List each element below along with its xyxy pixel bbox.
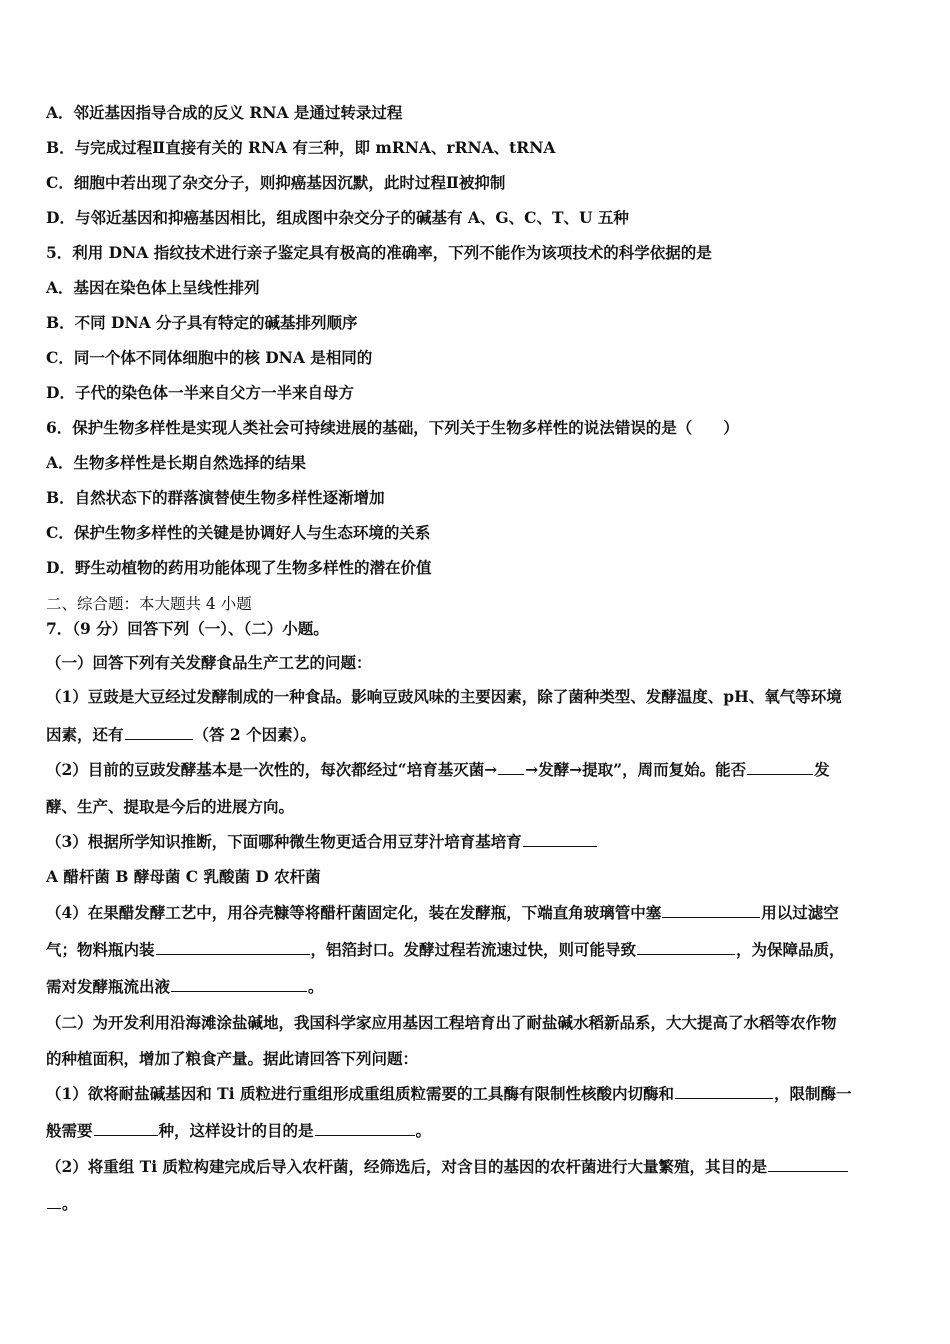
answer-blank[interactable] <box>768 1156 848 1172</box>
q7-p3-line1 <box>46 831 906 853</box>
q7-p4-text-g: 。 <box>308 977 324 996</box>
q7-part2-line1: （二）为开发利用沿海滩涂盐碱地，我国科学家应用基因工程培育出了耐盐碱水稻新品系，大大提高了水稻等农作物 <box>46 1013 837 1032</box>
answer-blank[interactable] <box>747 759 813 775</box>
answer-blank[interactable] <box>94 1120 158 1136</box>
answer-blank[interactable] <box>156 939 310 955</box>
q6-option-d: D．野生动植物的药用功能体现了生物多样性的潜在价值 <box>46 558 432 577</box>
q7-p4-text-b: 用以过滤空 <box>761 903 839 922</box>
q5-option-b: B．不同 DNA 分子具有特定的碱基排列顺序 <box>46 313 358 332</box>
q7-part2-q1-line1 <box>46 1083 906 1105</box>
q7-p4-text-e: ，为保障品质， <box>736 940 845 959</box>
q7-stem: 7．（9 分）回答下列（一）、（二）小题。 <box>46 619 329 638</box>
q7-part1-intro: （一）回答下列有关发酵食品生产工艺的问题： <box>46 653 372 672</box>
q4-option-d: D．与邻近基因和抑癌基因相比，组成图中杂交分子的碱基有 A、G、C、T、U 五种 <box>46 208 629 227</box>
q7-part2-q2-line2 <box>46 1193 906 1215</box>
q7-p1-line2 <box>46 724 906 746</box>
q7-p2-text-c: 发 <box>814 760 830 779</box>
q5-stem: 5．利用 DNA 指纹技术进行亲子鉴定具有极高的准确率，下列不能作为该项技术的科学依据的是 <box>46 243 712 262</box>
q7-part2-q1-text-a: （1）欲将耐盐碱基因和 Ti 质粒进行重组形成重组质粒需要的工具酶有限制性核酸内切酶和 <box>46 1084 675 1103</box>
q7-part2-q2-line1 <box>46 1156 906 1178</box>
q7-p1-text-a: 因素，还有 <box>46 725 124 744</box>
answer-blank[interactable] <box>47 1193 61 1209</box>
q4-option-b: B．与完成过程Ⅱ直接有关的 RNA 有三种，即 mRNA、rRNA、tRNA <box>46 138 556 157</box>
q7-part2-q1-text-d: 种，这样设计的目的是 <box>158 1121 314 1140</box>
answer-blank[interactable] <box>662 902 760 918</box>
q7-p2-text-b: →发酵→提取”，周而复始。能否 <box>525 760 747 779</box>
q7-p3-options: A 醋杆菌 B 酵母菌 C 乳酸菌 D 农杆菌 <box>46 867 321 886</box>
q5-option-a: A．基因在染色体上呈线性排列 <box>46 278 260 297</box>
answer-blank[interactable] <box>498 759 524 775</box>
q7-p1-text-b: （答 2 个因素）。 <box>193 725 316 744</box>
answer-blank[interactable] <box>315 1120 415 1136</box>
q4-option-a: A．邻近基因指导合成的反义 RNA 是通过转录过程 <box>46 103 403 122</box>
q6-option-b: B．自然状态下的群落演替使生物多样性逐渐增加 <box>46 488 385 507</box>
q7-p4-text-a: （4）在果醋发酵工艺中，用谷壳糠等将醋杆菌固定化，装在发酵瓶，下端直角玻璃管中塞 <box>46 903 662 922</box>
q5-option-d: D．子代的染色体一半来自父方一半来自母方 <box>46 383 354 402</box>
q7-part2-q1-text-e: 。 <box>415 1121 432 1140</box>
q6-option-a: A．生物多样性是长期自然选择的结果 <box>46 453 307 472</box>
q7-p4-line1 <box>46 902 906 924</box>
q6-option-c: C．保护生物多样性的关键是协调好人与生态环境的关系 <box>46 523 431 542</box>
q7-part2-q2-text: （2）将重组 Ti 质粒构建完成后导入农杆菌，经筛选后，对含目的基因的农杆菌进行大量繁殖，其目的是 <box>46 1157 768 1176</box>
q7-part2-q1-text-c: 般需要 <box>46 1121 93 1140</box>
q6-stem: 6．保护生物多样性是实现人类社会可持续进展的基础，下列关于生物多样性的说法错误的是（ ） <box>46 418 739 437</box>
answer-blank[interactable] <box>523 831 597 847</box>
q7-p4-line3 <box>46 976 906 998</box>
q7-p2-line1 <box>46 759 906 781</box>
q7-part2-q1-line2 <box>46 1120 906 1142</box>
answer-blank[interactable] <box>171 976 307 992</box>
q4-option-c: C．细胞中若出现了杂交分子，则抑癌基因沉默，此时过程Ⅱ被抑制 <box>46 173 506 192</box>
section-heading: 二、综合题：本大题共 4 小题 <box>46 595 252 613</box>
answer-blank[interactable] <box>675 1083 773 1099</box>
q7-p4-text-d: ，铝箔封口。发酵过程若流速过快，则可能导致 <box>310 940 637 959</box>
q7-part2-q2-text-end: 。 <box>62 1194 78 1213</box>
q7-p4-text-c: 气；物料瓶内装 <box>46 940 155 959</box>
q7-p4-line2 <box>46 939 906 961</box>
q5-option-c: C．同一个体不同体细胞中的核 DNA 是相同的 <box>46 348 373 367</box>
q7-p1-line1: （1）豆豉是大豆经过发酵制成的一种食品。影响豆豉风味的主要因素，除了菌种类型、发酵温度、pH、氧气等环境 <box>46 687 842 706</box>
answer-blank[interactable] <box>637 939 735 955</box>
q7-part2-q1-text-b: ，限制酶一 <box>774 1084 852 1103</box>
answer-blank[interactable] <box>125 724 193 740</box>
q7-p2-text-a: （2）目前的豆豉发酵基本是一次性的，每次都经过“培育基灭菌→ <box>46 760 498 779</box>
q7-p2-line2: 酵、生产、提取是今后的进展方向。 <box>46 797 295 816</box>
q7-p4-text-f: 需对发酵瓶流出液 <box>46 977 171 996</box>
q7-p3-text: （3）根据所学知识推断，下面哪种微生物更适合用豆芽汁培育基培育 <box>46 832 522 851</box>
q7-part2-line2: 的种植面积，增加了粮食产量。据此请回答下列问题： <box>46 1049 419 1068</box>
